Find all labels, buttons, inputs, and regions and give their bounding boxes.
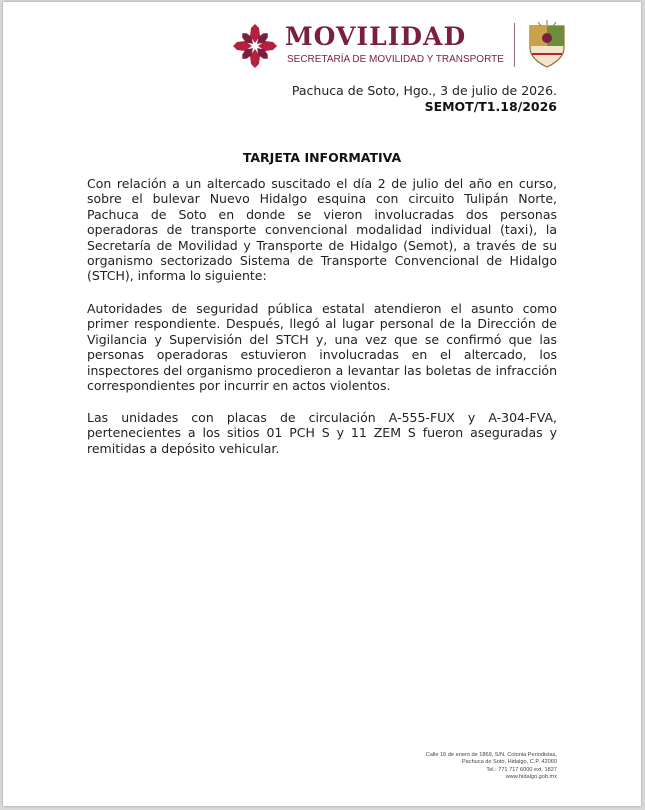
letterhead (231, 20, 571, 72)
paragraph-3: Las unidades con placas de circulación A-555-FUX y A-304-FVA, pertenecientes a los sitios 01 PCH S y 11 ZEM S fueron aseguradas y remitidas a depósito vehicular. (87, 410, 557, 456)
place-and-date: Pachuca de Soto, Hgo., 3 de julio de 2026. (291, 83, 557, 98)
footer-address-line1: Calle 16 de enero de 1869, S/N. Colonia Periodistas, (425, 752, 557, 758)
reference-number: SEMOT/T1.18/2026 (424, 99, 557, 114)
footer-address-line2: Pachuca de Soto, Hidalgo, C.P. 42060 (461, 759, 557, 766)
brand-subtitle: SECRETARÍA DE MOVILIDAD Y TRANSPORTE (287, 54, 504, 65)
document-page (3, 2, 641, 806)
footer-website: www.hidalgo.gob.mx (505, 774, 557, 781)
movilidad-logo-icon (231, 22, 279, 70)
footer-phone: Tel.: 771 717 6000 ext. 1827 (486, 766, 557, 773)
paragraph-2: Autoridades de seguridad pública estatal atendieron el asunto como primer respondiente. Después, llegó al lugar personal de la Dirección de Vigilancia y Supervisión del STCH y, una vez que se confirmó que las personas operadoras estuvieron involucradas en el altercado, los inspectores del organismo procedieron a levantar las boletas de infracción correspondientes por incurrir en actos violentos. (87, 301, 557, 394)
header-divider (514, 23, 515, 67)
document-title: TARJETA INFORMATIVA (242, 150, 402, 165)
footer-contact (426, 752, 557, 782)
state-seal-icon (526, 20, 568, 70)
paragraph-1: Con relación a un altercado suscitado el día 2 de julio del año en curso, sobre el bulevar Nuevo Hidalgo esquina con circuito Tulipán Norte, Pachuca de Soto en donde se vieron involucradas dos personas operadoras de transporte convencional modalidad individual (taxi), la Secretaría de Movilidad y Transporte de Hidalgo (Semot), a través de su organismo sectorizado Sistema de Transporte Convencional de Hidalgo (STCH), informa lo siguiente: (87, 176, 557, 284)
brand-name: MOVILIDAD (285, 22, 467, 51)
